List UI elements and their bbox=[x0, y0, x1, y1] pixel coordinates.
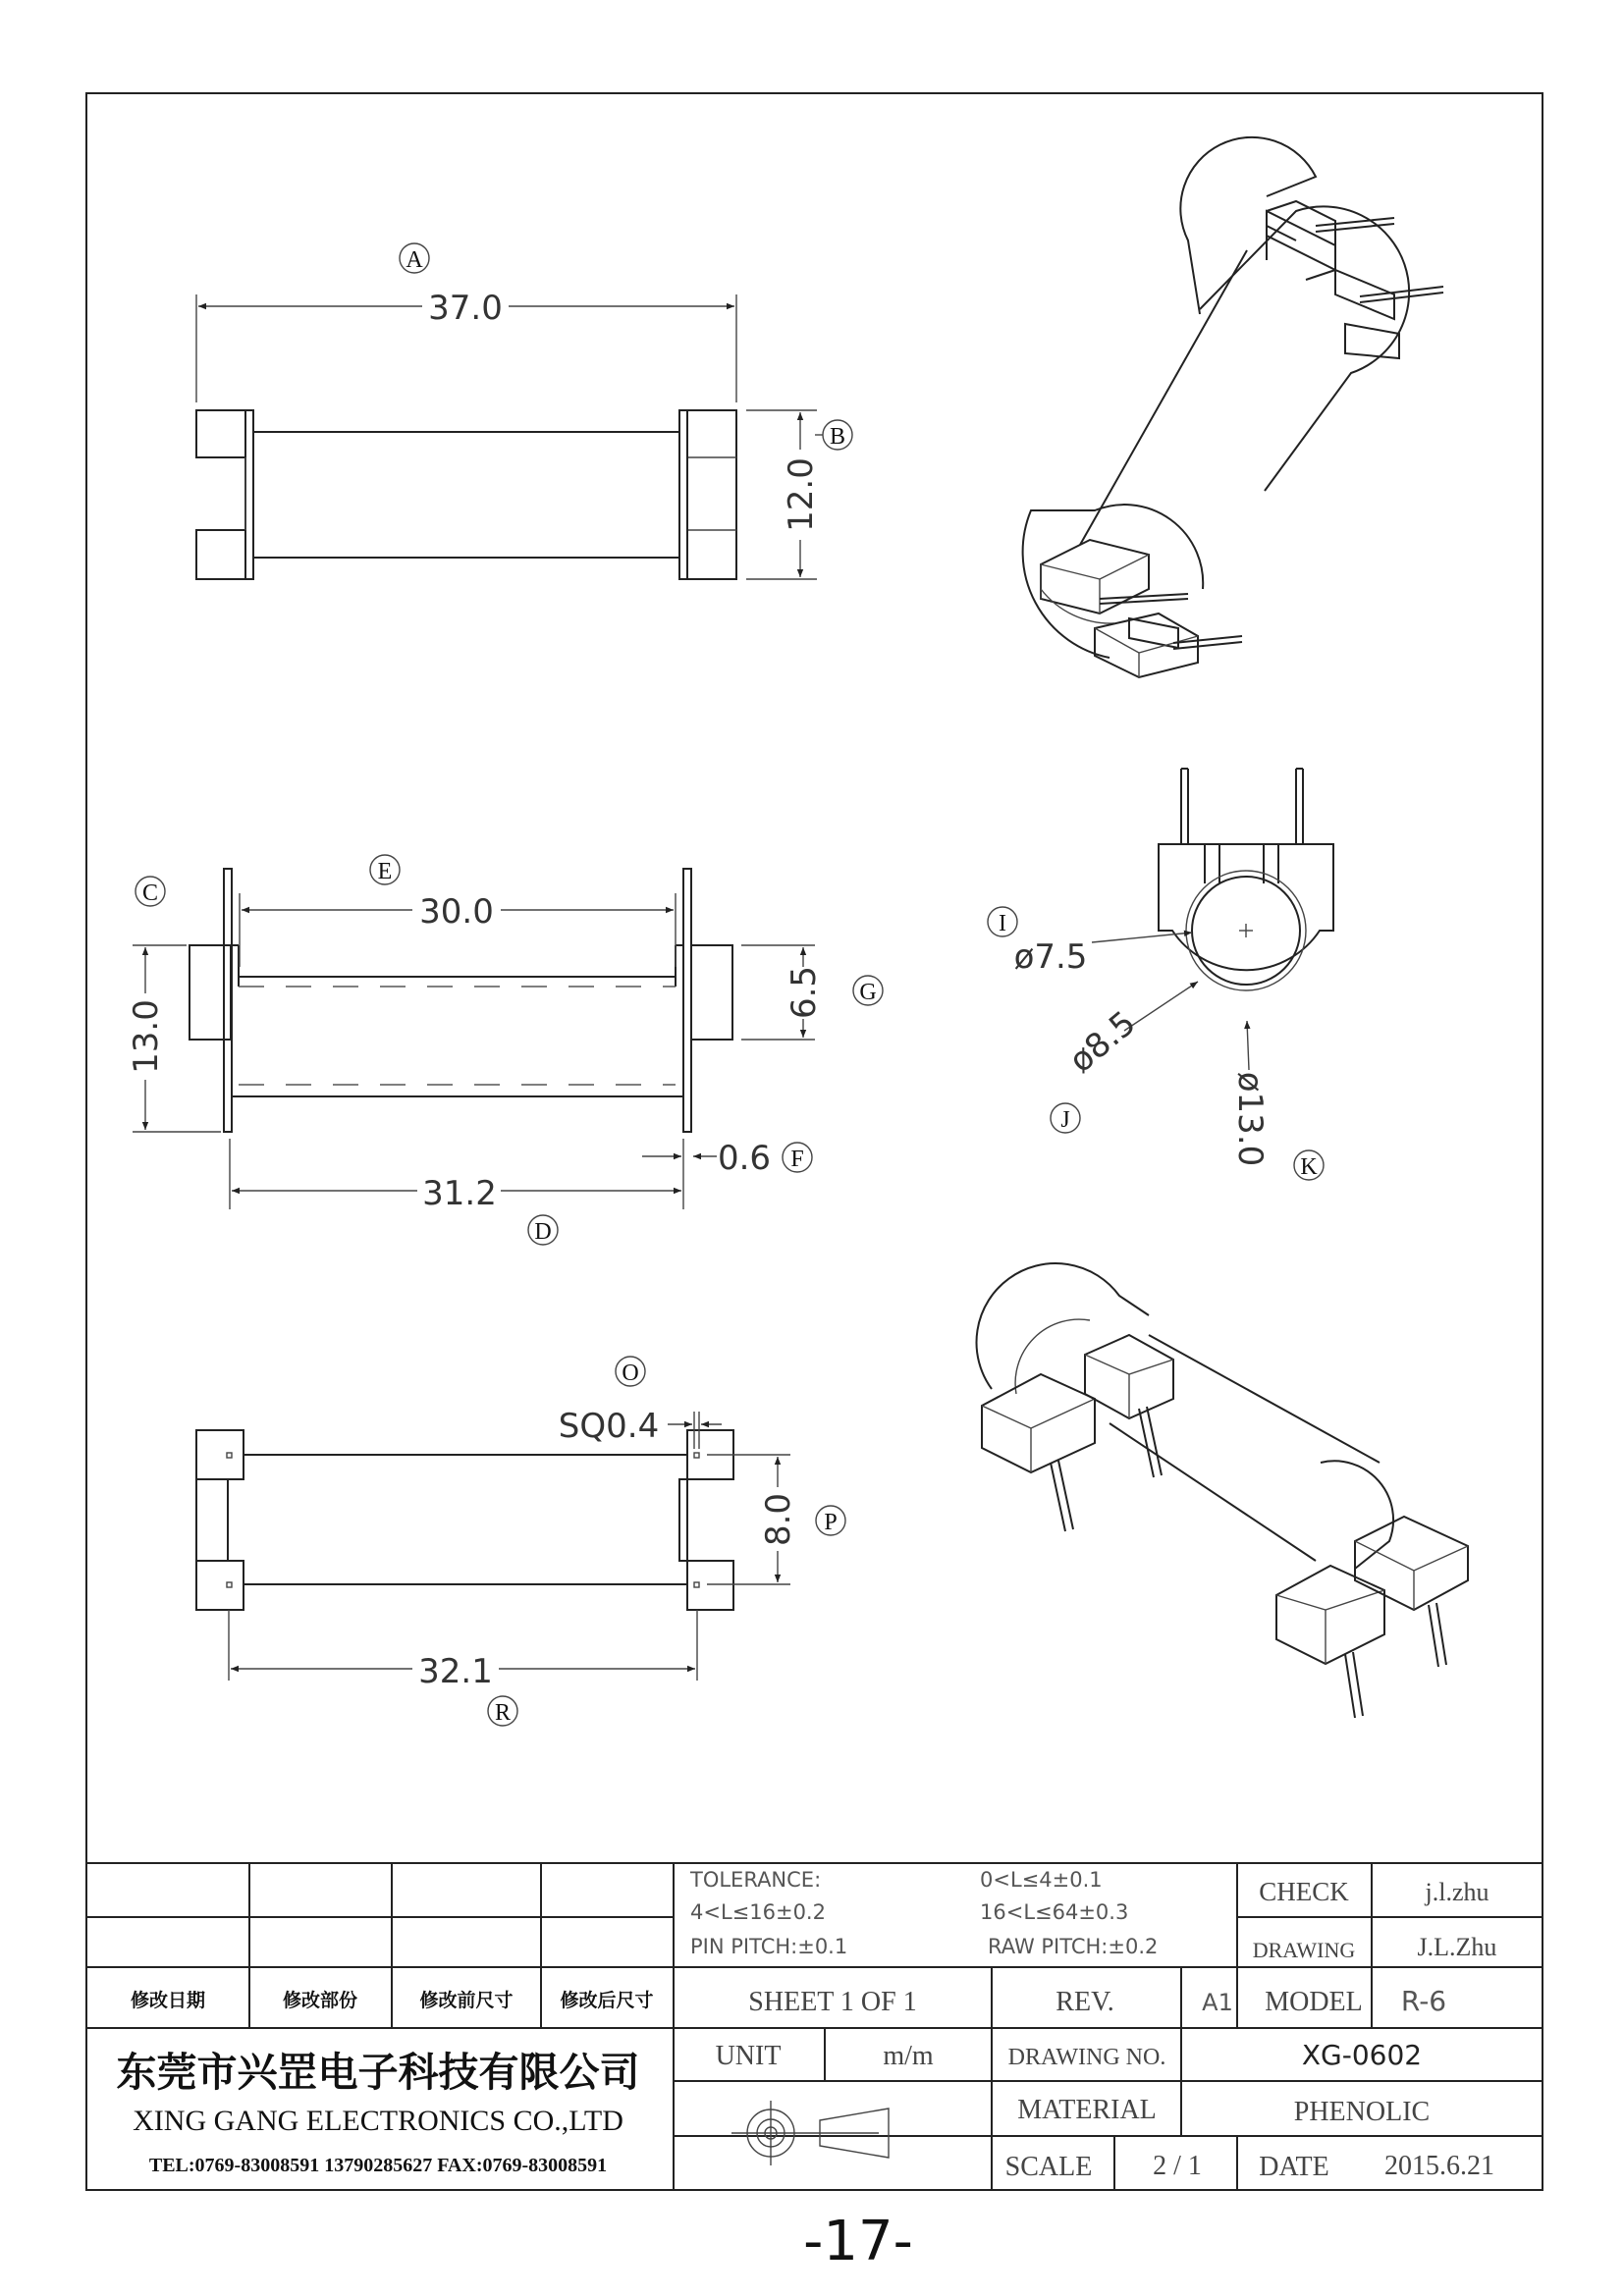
dim-F-label: F bbox=[790, 1147, 804, 1172]
dim-P-value: 8.0 bbox=[759, 1492, 798, 1547]
pin-pitch: PIN PITCH:±0.1 bbox=[690, 1935, 848, 1958]
title-block bbox=[86, 1863, 1543, 2190]
rev-header-2: 修改部份 bbox=[282, 1990, 358, 2011]
dim-O-label: O bbox=[622, 1361, 639, 1386]
dim-P-label: P bbox=[824, 1510, 838, 1535]
projection-symbol bbox=[731, 2101, 889, 2165]
top-view bbox=[196, 243, 852, 579]
isometric-view-bottom bbox=[977, 1263, 1468, 1718]
rev-header-4: 修改后尺寸 bbox=[560, 1990, 654, 2011]
rev-label: REV. bbox=[1056, 1987, 1114, 2017]
material-label: MATERIAL bbox=[1017, 2095, 1157, 2125]
dim-I-value: ø7.5 bbox=[1013, 937, 1088, 977]
scale-label: SCALE bbox=[1004, 2152, 1093, 2182]
rev-header-3: 修改前尺寸 bbox=[419, 1990, 514, 2011]
dim-C-label: C bbox=[141, 881, 159, 906]
dim-E-value: 30.0 bbox=[419, 892, 494, 932]
dim-B-label: B bbox=[829, 424, 846, 450]
dim-G-label: G bbox=[859, 980, 877, 1005]
front-view bbox=[127, 855, 883, 1245]
check-value: j.l.zhu bbox=[1425, 1878, 1489, 1906]
drawing-no-label: DRAWING NO. bbox=[1007, 2045, 1166, 2070]
check-label: CHECK bbox=[1259, 1877, 1349, 1906]
unit-label: UNIT bbox=[715, 2041, 782, 2071]
model-label: MODEL bbox=[1265, 1987, 1363, 2017]
drawing-value: J.L.Zhu bbox=[1417, 1933, 1497, 1961]
tolerance-2: 4<L≤16±0.2 bbox=[690, 1900, 826, 1924]
dim-E-label: E bbox=[377, 859, 393, 884]
dim-D-value: 31.2 bbox=[422, 1174, 497, 1213]
tolerance-1: 0<L≤4±0.1 bbox=[980, 1868, 1103, 1892]
isometric-view-top bbox=[1023, 137, 1443, 677]
dim-A-value: 37.0 bbox=[428, 289, 503, 328]
drawing-no-value: XG-0602 bbox=[1301, 2039, 1423, 2071]
dim-R-value: 32.1 bbox=[418, 1652, 493, 1691]
dim-R-label: R bbox=[494, 1700, 512, 1726]
date-value: 2015.6.21 bbox=[1384, 2151, 1494, 2181]
company-name-cn: 东莞市兴罡电子科技有限公司 bbox=[116, 2049, 640, 2096]
dim-F-value: 0.6 bbox=[717, 1139, 772, 1178]
dim-D-label: D bbox=[534, 1219, 552, 1245]
company-name-en: XING GANG ELECTRONICS CO.,LTD bbox=[133, 2105, 623, 2137]
tolerance-3: 16<L≤64±0.3 bbox=[980, 1900, 1129, 1924]
raw-pitch: RAW PITCH:±0.2 bbox=[988, 1935, 1159, 1958]
dim-I-label: I bbox=[999, 911, 1006, 936]
dim-K-value: ø13.0 bbox=[1230, 1071, 1270, 1167]
end-view bbox=[988, 769, 1333, 1180]
page-number: -17- bbox=[803, 2210, 913, 2273]
rev-value: A1 bbox=[1202, 1989, 1233, 2016]
dim-K-label: K bbox=[1300, 1154, 1318, 1180]
dim-A-label: A bbox=[406, 247, 423, 273]
dim-C-value: 13.0 bbox=[127, 999, 166, 1074]
dim-J-label: J bbox=[1060, 1107, 1070, 1133]
rev-header-1: 修改日期 bbox=[130, 1990, 206, 2011]
company-contact: TEL:0769-83008591 13790285627 FAX:0769-83008591 bbox=[148, 2155, 608, 2176]
dim-G-value: 6.5 bbox=[785, 965, 824, 1020]
unit-value: m/m bbox=[883, 2041, 934, 2071]
date-label: DATE bbox=[1259, 2152, 1329, 2182]
tolerance-label: TOLERANCE: bbox=[690, 1868, 822, 1892]
dim-O-value: SQ0.4 bbox=[558, 1407, 660, 1446]
bottom-view bbox=[196, 1357, 845, 1726]
scale-value: 2 / 1 bbox=[1153, 2151, 1202, 2181]
dim-J-value: ø8.5 bbox=[1061, 1003, 1144, 1081]
drawing-label: DRAWING bbox=[1252, 1938, 1356, 1962]
dim-B-value: 12.0 bbox=[782, 457, 821, 532]
model-value: R-6 bbox=[1400, 1985, 1447, 2017]
material-value: PHENOLIC bbox=[1293, 2097, 1431, 2127]
sheet: SHEET 1 OF 1 bbox=[748, 1987, 917, 2017]
